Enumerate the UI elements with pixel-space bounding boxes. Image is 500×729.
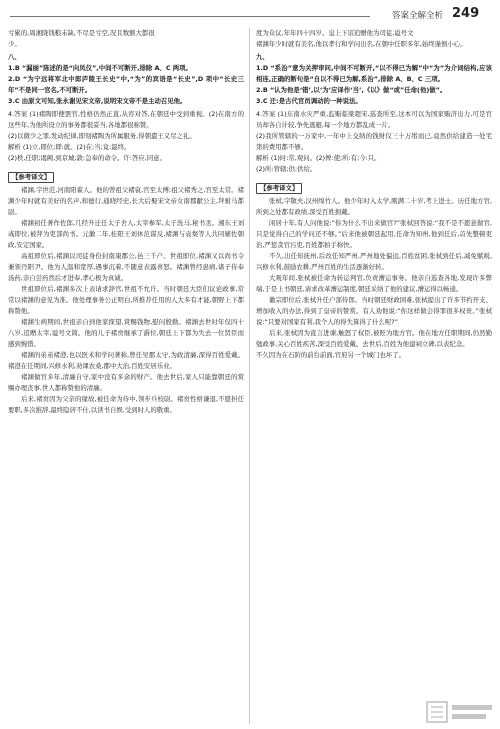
text-paragraph: 4.答案 (1)褚陶即便罢官,性格仍然正直,从容对答,在朝廷中受到重视。(2)在南方的这些年,为他所设立的事务都很妥当,各地都很称赞。 xyxy=(8,110,244,129)
text-paragraph: 后来,褚贲因为父亲的缘故,被任命为侍中,领步兵校尉。褚贲性格谦退,不愿担任要职,多次推辞,最终隐居不仕,以读书自娱,受到时人的敬重。 xyxy=(8,395,244,414)
reference-translation-tag: 【参考译文】 xyxy=(256,183,302,194)
text-paragraph: 不久因为在石阶的前台前面,官府另一个城门也坏了。 xyxy=(256,351,406,359)
text-paragraph: 大观年间,张栻被任命为转运判官,负责漕运事务。他亲自巡查各地,发现许多弊端,于是上书朝廷,请求改革漕运制度,朝廷采纳了他的建议,漕运得以畅通。 xyxy=(256,274,492,293)
reference-translation-tag: 【参考译文】 xyxy=(8,172,54,183)
text-paragraph: 3.C 由原文可知,张永谢见宋文帝,说明宋文帝不是主动召见他。 xyxy=(8,97,187,105)
text-paragraph: 褚渊年少时就有美名,他以孝行和学问出名,在朝中任职多年,始终谨慎小心。 xyxy=(256,40,467,48)
text-paragraph: 亏累的,周湘陇钱粮未缺,不尽是亏空,况且数额大都很 xyxy=(8,29,155,37)
header-rule xyxy=(10,16,370,17)
right-column xyxy=(256,28,492,724)
column-divider xyxy=(249,28,250,724)
watermark-logo-icon xyxy=(426,699,494,725)
text-paragraph: 闲居十年,有人问他说:“你为什么不出来做官?”张栻回答说:“我不是不愿意做官,只是觉得自己的学问还不够。”后来他被朝廷起用,任命为知州,他到任后,首先整顿吏治,严惩贪官污吏,百姓都拍手称快。 xyxy=(256,219,492,249)
text-paragraph: 徽宗即位后,张栻升任户部侍郎。当时朝廷财政困难,张栻提出了许多节约开支、增加收入的办法,得到了皇帝的赞赏。有人劝他说:“你这样做会得罪很多权贵。”张栻说:“只要对国家有利,我个人的得失算得了什么呢?” xyxy=(256,296,492,326)
text-paragraph: (2)秩,任职;谒阙,到京城;敦:急奉的命令。许:答应,同意。 xyxy=(8,154,166,162)
text-paragraph: 解析 (1)时:常,观问。(2)俾:使;所:有;今:只。 xyxy=(256,154,381,162)
text-paragraph: 高祖即位后,褚渊以司徒身份封南康郡公,邑三千户。世祖即位,褚渊又以尚书令兼领丹阳尹。他为人温和宽厚,遇事沉着,不随意表露喜怒。褚渊曾经患病,诸子侍奉汤药,亲自尝药然后才进奉,孝心极为真诚。 xyxy=(8,252,244,282)
text-paragraph: 褚渊,字世范,河南阳翟人。他的曾祖父褚裒,官至太傅;祖父褚秀之,官至太常。褚渊少年时就有美好的名声,和德行,通晓经史,长大后娶宋文帝女南郡献公主,拜驸马都尉。 xyxy=(8,186,244,216)
left-column xyxy=(8,28,244,724)
text-paragraph: 度为众议,年年四十四岁。皇上下诏追赠他为司徒,谥号文 xyxy=(256,29,414,37)
text-paragraph: 褚渊初任著作佐郎,几经升迁任太子舍人,太宰参军,太子洗马,秘书丞。湘东王刘彧即位,被拜为吏部尚书。元徽二年,桂阳王刘休范谋反,褚渊与袁粲等人共同辅佐朝政,安定国家。 xyxy=(8,219,244,249)
text-paragraph: 解析 (1)立,即位;即:就。(2)在:当;竟:最终。 xyxy=(8,143,131,151)
text-paragraph: 褚渊生病期间,世祖亲自到他家探望,赏赐钱物,慰问殷勤。褚渊去世时年仅四十八岁,追赠太宰,谥号文简。他的儿子褚贲继承了爵位,朝廷上下都为失去一位贤臣而感到惋惜。 xyxy=(8,318,244,348)
text-paragraph: (2)所:管辖;供:供给。 xyxy=(256,165,317,173)
header-section-label: 答案全解全析 xyxy=(392,11,444,21)
text-paragraph: 八、 xyxy=(8,53,21,61)
text-paragraph: 1.B “漏丽”陈述的是“向凤仪”,中间不可断开,排除 A、C 两项。 xyxy=(8,64,192,72)
text-paragraph: (2)以微少之罪,发动纪律,即刻褚陶为所属服务,得朝遣王义尽之礼。 xyxy=(8,132,196,140)
text-paragraph: 2.B “认为他是‘错’,以‘为’应译作‘当’,《以》做“或”任命(他)做”。 xyxy=(256,86,447,94)
text-paragraph: 少。 xyxy=(8,40,21,48)
text-paragraph: 不久,出任知抚州,后改任知严州,严州地处偏远,百姓贫困,张栻到任后,减免赋税,兴修水利,鼓励农耕,严州百姓的生活逐渐好转。 xyxy=(256,252,492,271)
text-paragraph: 世祖即位后,褚渊多次上表请求辞官,世祖不允许。当时朝廷大臣们议论政事,常常以褚渊的意见为准。他处理事务公正明白,所推荐任用的人大多有才能,朝野上下都称赞他。 xyxy=(8,285,244,315)
text-paragraph: 张栻,字敬夫,汉州绵竹人。他少年时入太学,刚满二十岁,考上进士。历任地方官,所到之处都有政绩,深受百姓拥戴。 xyxy=(256,197,492,216)
text-paragraph: 九、 xyxy=(256,53,269,61)
text-paragraph: 2.D “为宁远将军北中郎庐陵王长史”中,“为”的宾语是“长史”,D 项中“长史三年”不是同一官名,不可断开。 xyxy=(8,75,244,94)
text-paragraph: 3.C 迁:是古代官员调动的一种说法。 xyxy=(256,97,362,105)
page-header xyxy=(0,6,500,28)
text-paragraph: 褚渊的弟弟褚澄,也以医术和学问著称,曾任吴郡太守,为政清廉,深得百姓爱戴。褚澄在任期间,兴修水利,劝课农桑,郡中大治,百姓安居乐业。 xyxy=(8,351,244,370)
text-paragraph: 后来,张栻因为直言进谏,触怒了权臣,被贬为地方官。他在地方任职期间,仍然勤勉政事,关心百姓疾苦,深受百姓爱戴。去世后,百姓为他建祠立碑,以表纪念。 xyxy=(256,329,492,348)
text-paragraph: 4.答案 (1)东南水灾严重,监赈临梁超宋,巡查所至,这本可以为国家赈济出力,可是官员却各自计较,争先逃避,每一个地方都乱成一片。 xyxy=(256,110,492,129)
page-number: 249 xyxy=(452,6,480,21)
text-paragraph: 1.D “系治”意为关押审问,中间不可断开,“以不得已为解”中“为”为介词结构,应该相连,正确的断句是“自以不得已为解,系治”,排除 A、B、C 三项。 xyxy=(256,64,492,83)
text-paragraph: 褚渊做官多年,清廉自守,家中没有多余的财产。他去世后,家人只能靠朝廷的赏赐办理丧事,世人都称赞他的清廉。 xyxy=(8,373,244,392)
text-paragraph: (2)我所管辖的一万家中,一年中上交纳的钱财仅三十万缗而已,竟然供给建造一处宅第的费用都不够。 xyxy=(256,132,492,151)
